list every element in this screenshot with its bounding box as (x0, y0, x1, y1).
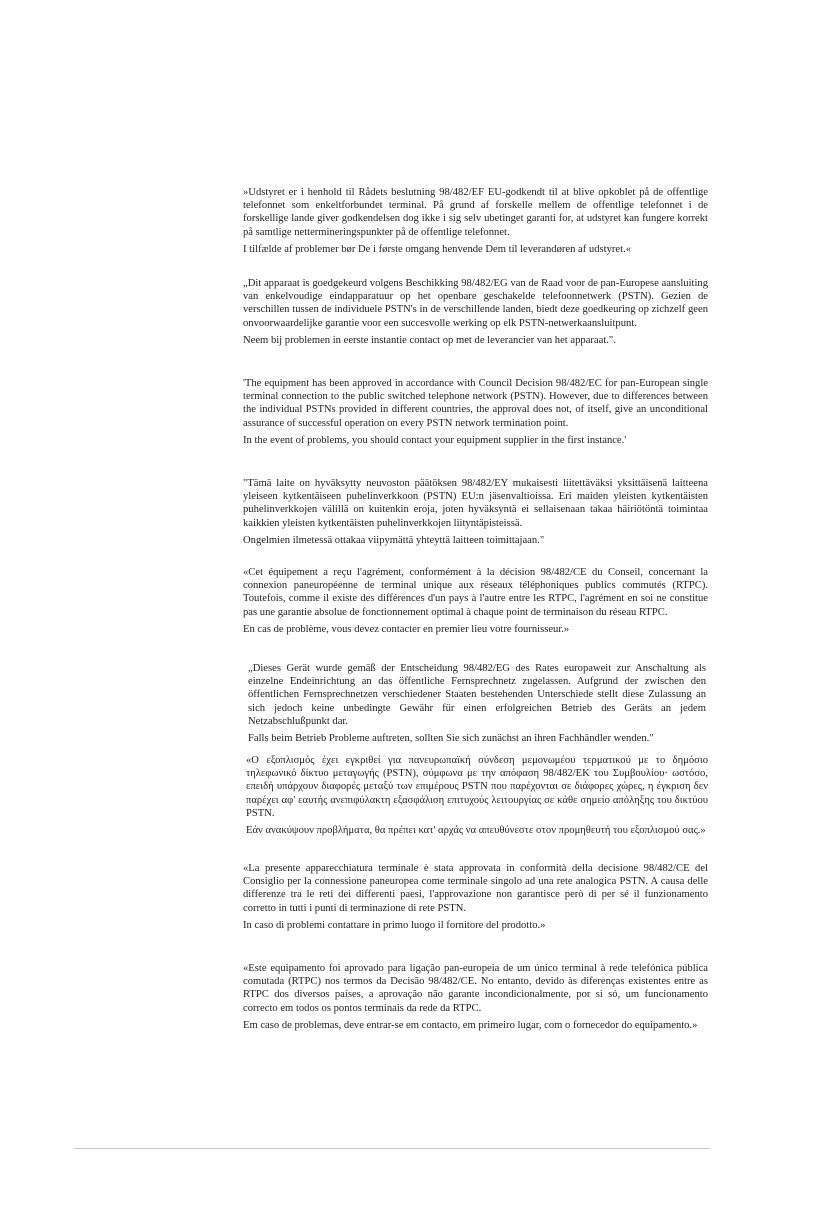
declaration-italian (243, 862, 708, 932)
declaration-paragraph: 'The equipment has been approved in accordance with Council Decision 98/482/EC for pan-European single terminal connection to the public switched telephone network (PSTN). However, due to differences between the individual PSTNs provided in different countries, the approval does not, of itself, give an unconditional assurance of successful operation on every PSTN network termination point. (243, 378, 708, 429)
declaration-paragraph: «Cet équipement a reçu l'agrément, conformément à la décision 98/482/CE du Conseil, concernant la connexion paneuropéenne de terminal unique aux réseaux téléphoniques publics commutés (RTPC). Toutefois, comme il existe des différences d'un pays à l'autre entre les RTPC, l'agrément en soi ne constitue pas une garantie absolue de fonctionnement optimal à chaque point de terminaison du réseau RTPC. (243, 567, 708, 618)
declaration-paragraph: Ongelmien ilmetessä ottakaa viipymättä yhteyttä laitteen toimittajaan." (243, 534, 545, 546)
declaration-dutch (243, 277, 708, 347)
declaration-paragraph: I tilfælde af problemer bør De i første omgang henvende Dem til leverandøren af udstyret.« (243, 243, 632, 255)
declaration-paragraph: "Tämä laite on hyväksytty neuvoston päätöksen 98/482/EY mukaisesti liitettäväksi yksittäisenä laitteena yleiseen kytkentäiseen puhelinverkkoon (PSTN) EU:n jäsenvaltioissa. Eri maiden yleisten kytkentäisten puhelinverkkojen välillä on kuitenkin eroja, joten hyväksyntä ei sellaisenaan takaa häiriötöntä toimintaa kaikkien yleisten kytkentäisten puhelinverkkojen liityntäpisteissä. (243, 478, 708, 529)
declaration-paragraph: Εάν ανακύψουν προβλήματα, θα πρέπει κατ' αρχάς να απευθύνεστε στον προμηθευτή του εξοπλισμού σας.» (246, 825, 706, 837)
declaration-french (243, 566, 708, 636)
declaration-paragraph: In caso di problemi contattare in primo luogo il fornitore del prodotto.» (243, 919, 546, 931)
declaration-english (243, 377, 708, 447)
declaration-paragraph: «La presente apparecchiatura terminale è stata approvata in conformità della decisione 98/482/CE del Consiglio per la connessione paneuropea come terminale singolo ad una rete analogica PSTN. A causa delle differenze tra le reti dei differenti paesi, l'approvazione non garantisce però di per sé il funzionamento corretto in tutti i punti di terminazione di rete PSTN. (243, 863, 708, 914)
declaration-paragraph: „Dit apparaat is goedgekeurd volgens Beschikking 98/482/EG van de Raad voor de pan-Europese aansluiting van enkelvoudige eindapparatuur op het openbare geschakelde telefoonnetwerk (PSTN). Gezien de verschillen tussen de individuele PSTN's in de verschillende landen, biedt deze goedkeuring op zichzelf geen onvoorwaardelijke garantie voor een succesvolle werking op elk PSTN-netwerkaansluitpunt. (243, 278, 708, 329)
declaration-finnish (243, 477, 708, 547)
declaration-paragraph: „Dieses Gerät wurde gemäß der Entscheidung 98/482/EG des Rates europaweit zur Anschaltung als einzelne Endeinrichtung an das öffentliche Fernsprechnetz zugelassen. Aufgrund der zwischen den öffentlichen Fernsprechnetzen verschiedener Staaten bestehenden Unterschiede stellt diese Zulassung an sich jedoch keine unbedingte Gewähr für einen erfolgreichen Betrieb des Geräts an jedem Netzabschlußpunkt dar. (248, 663, 706, 727)
declaration-paragraph: »Udstyret er i henhold til Rådets beslutning 98/482/EF EU-godkendt til at blive opkoblet på de offentlige telefonnet som enkeltforbundet terminal. På grund af forskelle mellem de offentlige telefonnet i de forskellige lande giver godkendelsen dog ikke i sig selv ubetinget garanti for, at udstyret kan fungere korrekt på samtlige nettermineringspunkter på de offentlige telefonnet. (243, 187, 708, 238)
declaration-paragraph: In the event of problems, you should contact your equipment supplier in the first instance.' (243, 434, 627, 446)
declaration-paragraph: Em caso de problemas, deve entrar-se em contacto, em primeiro lugar, com o fornecedor do equipamento.» (243, 1019, 698, 1031)
declaration-german (248, 662, 706, 745)
declaration-paragraph: «Este equipamento foi aprovado para ligação pan-europeia de um único terminal à rede telefónica pública comutada (RTPC) nos termos da Decisão 98/482/CE. No entanto, devido às diferenças existentes entre as RTPC dos diversos países, a aprovação não garante incondicionalmente, por si só, um funcionamento correcto em todos os pontos terminais da rede da RTPC. (243, 963, 708, 1014)
declaration-paragraph: «Ο εξοπλισμός έχει εγκριθεί για πανευρωπαϊκή σύνδεση μεμονωμέου τερματικού με το δημόσιο τηλεφωνικό δίκτυο μεταγωγής (PSTN), σύμφωνα με την απόφαση 98/482/ΕΚ του Συμβουλίου· ωστόσο, επειδή υπάρχουν διαφορές μεταξύ των επιμέρους PSTN που παρέχονται σε διάφορες χώρες, η έγκριση δεν παρέχει αφ' εαυτής ανεπιφύλακτη εξασφάλιση επιτυχούς λειτουργίας σε κάθε σημείο απόληξης του δικτύου PSTN. (246, 755, 708, 819)
declaration-paragraph: En cas de problème, vous devez contacter en premier lieu votre fournisseur.» (243, 623, 570, 635)
declaration-paragraph: Neem bij problemen in eerste instantie contact op met de leverancier van het apparaat.". (243, 334, 616, 346)
declaration-paragraph: Falls beim Betrieb Probleme auftreten, sollten Sie sich zunächst an ihren Fachhändler wenden." (248, 733, 654, 745)
footer-divider (74, 1148, 710, 1149)
declaration-portuguese (243, 962, 708, 1032)
declaration-danish (243, 186, 708, 256)
declaration-greek (246, 754, 708, 837)
